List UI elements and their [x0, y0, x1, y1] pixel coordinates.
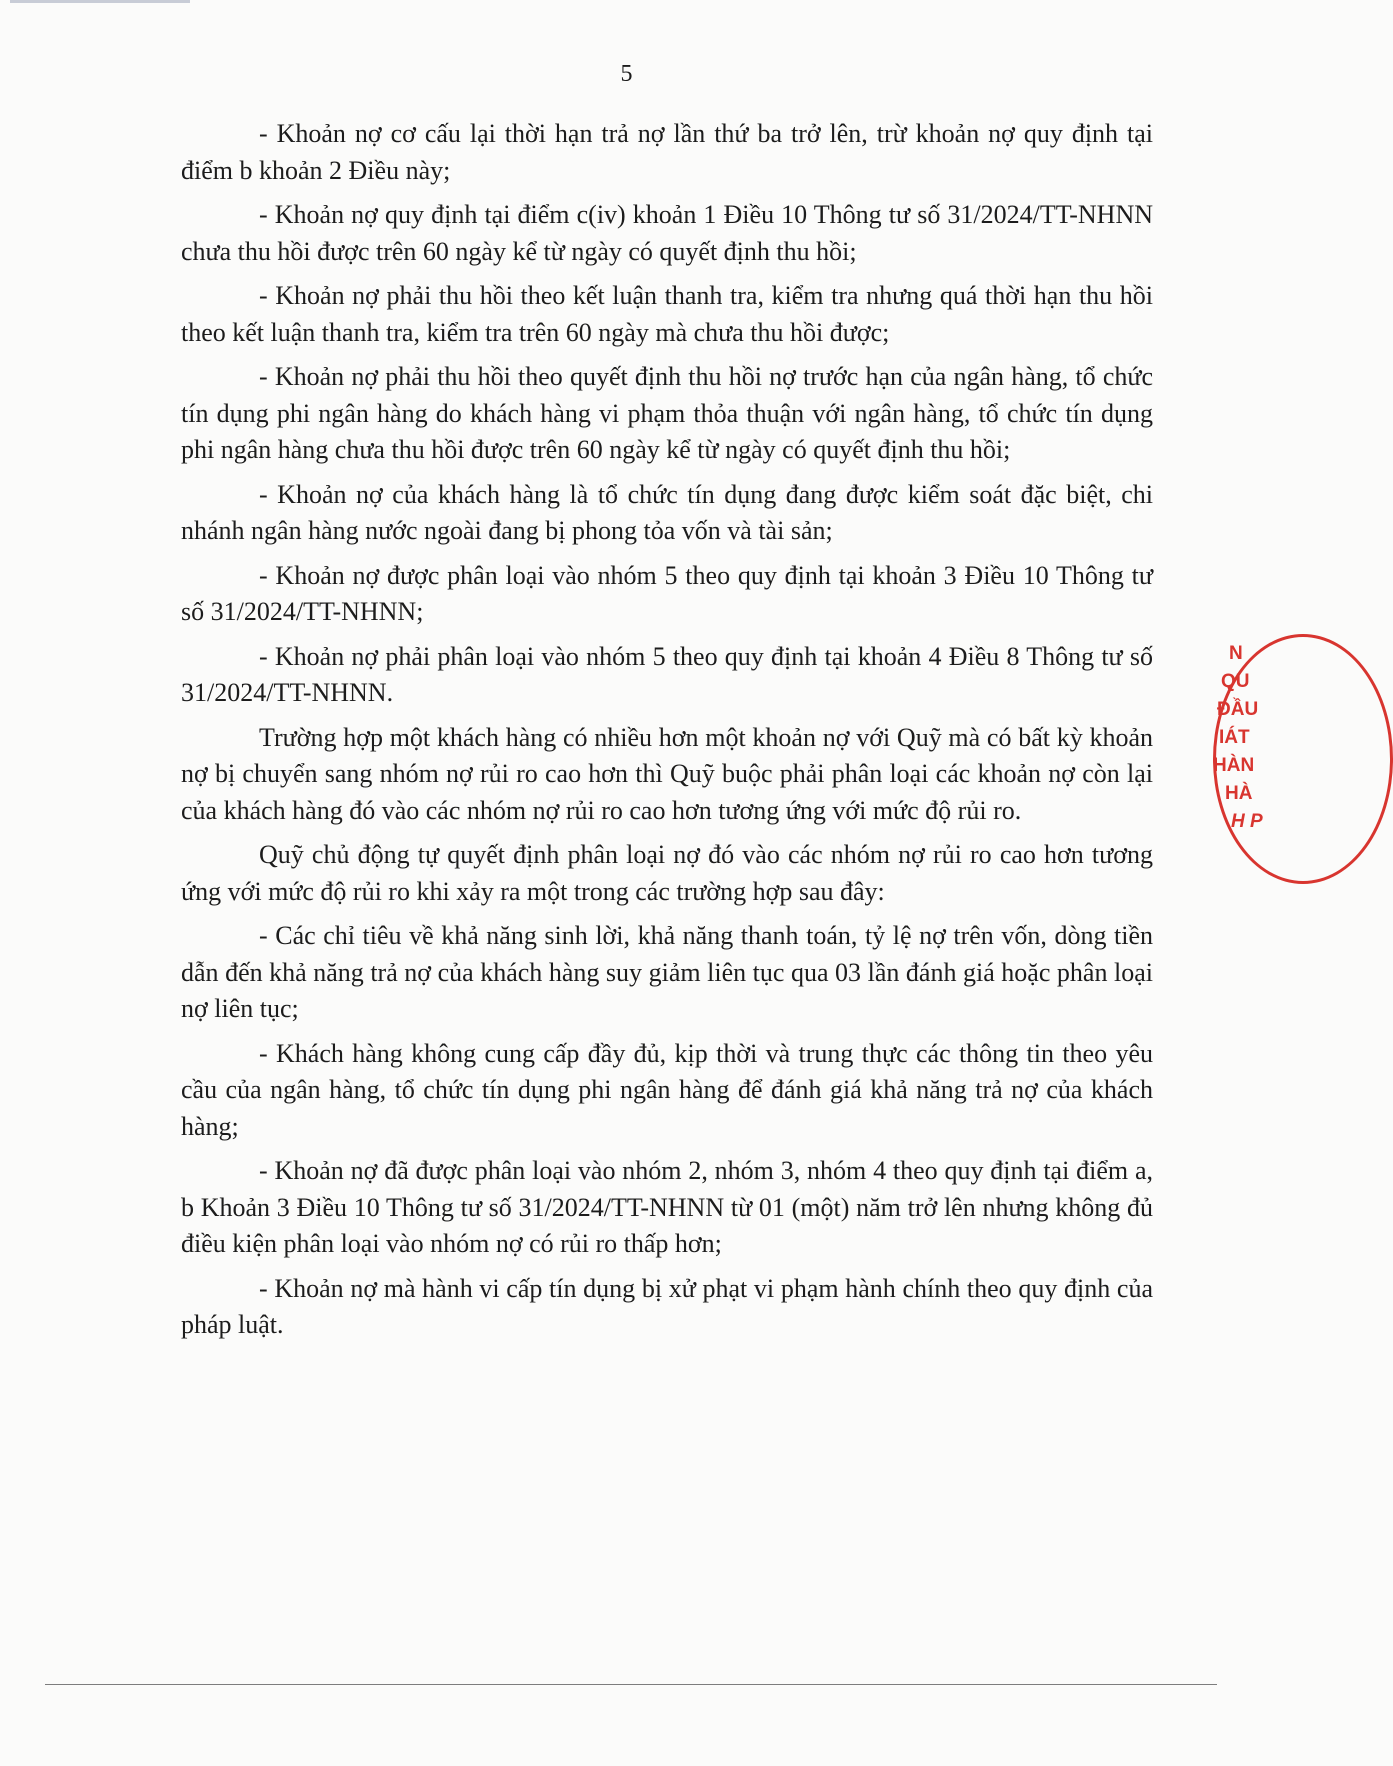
seal-ring	[1213, 634, 1393, 884]
seal-text-fragment: QU	[1221, 671, 1250, 692]
footer-divider	[45, 1684, 1217, 1685]
seal-text-fragment: H P	[1231, 811, 1263, 832]
paragraph-5: - Khoản nợ của khách hàng là tổ chức tín dụng đang được kiểm soát đặc biệt, chi nhánh ngân hàng nước ngoài đang bị phong tỏa vốn và tài sản;	[181, 479, 1153, 545]
scan-artifact	[10, 0, 190, 3]
paragraph-10: - Các chỉ tiêu về khả năng sinh lời, khả năng thanh toán, tỷ lệ nợ trên vốn, dòng tiền dẫn đến khả năng trả nợ của khách hàng suy giảm liên tục qua 03 lần đánh giá hoặc phân loại nợ liên tục;	[181, 921, 1153, 1023]
paragraph-8: Trường hợp một khách hàng có nhiều hơn một khoản nợ với Quỹ mà có bất kỳ khoản nợ bị chuyển sang nhóm nợ rủi ro cao hơn thì Quỹ buộc phải phân loại các khoản nợ còn lại của khách hàng đó vào các nhóm nợ rủi ro cao hơn tương ứng với mức độ rủi ro.	[181, 722, 1153, 825]
paragraph-13: - Khoản nợ mà hành vi cấp tín dụng bị xử phạt vi phạm hành chính theo quy định của pháp luật.	[181, 1273, 1153, 1339]
seal-text-fragment: N	[1229, 643, 1243, 664]
paragraph-7: - Khoản nợ phải phân loại vào nhóm 5 theo quy định tại khoản 4 Điều 8 Thông tư số 31/2024/TT-NHNN.	[181, 641, 1153, 707]
seal-text-fragment: HÀ	[1225, 783, 1253, 804]
paragraph-9: Quỹ chủ động tự quyết định phân loại nợ đó vào các nhóm nợ rủi ro cao hơn tương ứng với mức độ rủi ro khi xảy ra một trong các trường hợp sau đây:	[181, 840, 1153, 906]
paragraph-6: - Khoản nợ được phân loại vào nhóm 5 theo quy định tại khoản 3 Điều 10 Thông tư số 31/2024/TT-NHNN;	[181, 560, 1153, 626]
paragraph-1: - Khoản nợ cơ cấu lại thời hạn trả nợ lần thứ ba trở lên, trừ khoản nợ quy định tại điểm b khoản 2 Điều này;	[181, 119, 1153, 185]
seal-text-fragment: IÁT	[1219, 727, 1250, 748]
paragraph-4: - Khoản nợ phải thu hồi theo quyết định thu hồi nợ trước hạn của ngân hàng, tổ chức tín dụng phi ngân hàng do khách hàng vi phạm thỏa thuận với ngân hàng, tổ chức tín dụng phi ngân hàng chưa thu hồi được trên 60 ngày kể từ ngày có quyết định thu hồi;	[181, 362, 1153, 464]
paragraph-3: - Khoản nợ phải thu hồi theo kết luận thanh tra, kiểm tra nhưng quá thời hạn thu hồi theo kết luận thanh tra, kiểm tra trên 60 ngày mà chưa thu hồi được;	[181, 281, 1153, 347]
document-body	[181, 116, 1153, 1352]
seal-text-fragment: HÀN	[1213, 755, 1255, 776]
page-number: 5	[620, 61, 633, 87]
seal-text-fragment: ĐẦU	[1217, 699, 1259, 720]
paragraph-12: - Khoản nợ đã được phân loại vào nhóm 2, nhóm 3, nhóm 4 theo quy định tại điểm a, b Khoản 3 Điều 10 Thông tư số 31/2024/TT-NHNN từ 01 (một) năm trở lên nhưng không đủ điều kiện phân loại vào nhóm nợ có rủi ro thấp hơn;	[181, 1156, 1153, 1258]
paragraph-11: - Khách hàng không cung cấp đầy đủ, kịp thời và trung thực các thông tin theo yêu cầu của ngân hàng, tổ chức tín dụng phi ngân hàng để đánh giá khả năng trả nợ của khách hàng;	[181, 1038, 1153, 1141]
red-seal-stamp	[1207, 640, 1263, 880]
paragraph-2: - Khoản nợ quy định tại điểm c(iv) khoản 1 Điều 10 Thông tư số 31/2024/TT-NHNN chưa thu hồi được trên 60 ngày kể từ ngày có quyết định thu hồi;	[181, 200, 1153, 266]
